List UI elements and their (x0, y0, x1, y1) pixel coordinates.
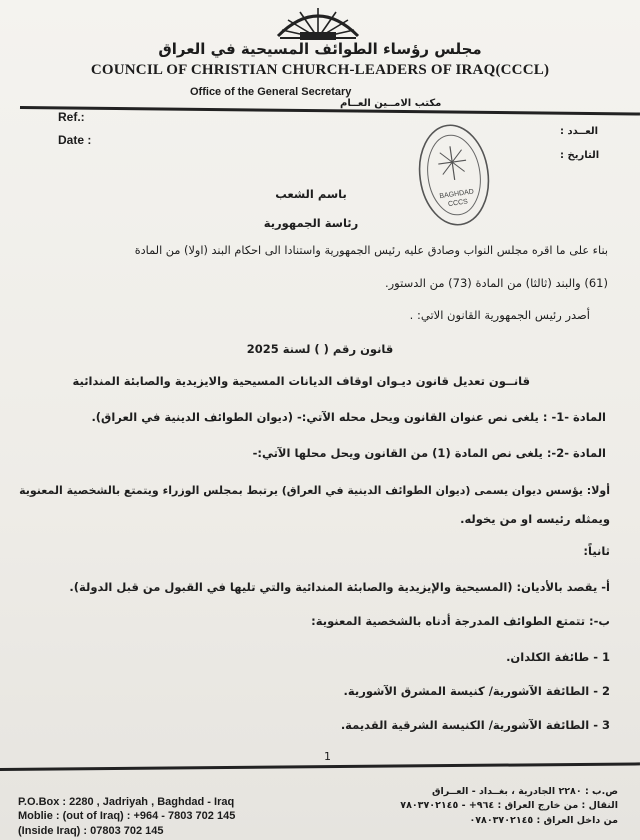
list-item-3: 3 - الطائفة الآشورية/ الكنيسة الشرقية القديمة. (340, 718, 610, 732)
page-number: 1 (324, 750, 331, 763)
item-a: أ- يقصد بالأديان: (المسيحية والإيزيدية والصابئة المندائية والتي تليها في القبول من قبل الدولة). (69, 580, 610, 594)
office-title-en: Office of the General Secretary (190, 86, 352, 98)
footer-inside-ar: من داخل العراق : ٠٧٨٠٣٧٠٢١٤٥ (469, 815, 618, 826)
council-arabic-name: مجلس رؤساء الطوائف المسيحية في العراق (158, 40, 482, 58)
issued-line: أصدر رئيس الجمهورية القانون الاتي: . (409, 308, 590, 322)
article-1: المادة -1- : يلغى نص عنوان القانون ويحل محله الآتي:- (ديوان الطوائف الدينية في العراق). (91, 410, 606, 424)
header-divider (20, 106, 640, 115)
preamble-line-2: (61) والبند (ثالثا) من المادة (73) من الدستور. (384, 276, 608, 290)
item-b: ب-: تتمتع الطوائف المدرجة أدناه بالشخصية المعنوية: (311, 614, 610, 628)
law-number: قانون رقم ( ) لسنة 2025 (246, 342, 394, 356)
article-2: المادة -2-: يلغى نص المادة (1) من القانون ويحل محلها الآتي:- (252, 446, 606, 460)
stamp-abbr: CCCS (447, 198, 469, 209)
date-label-ar: التاريخ : (560, 150, 600, 161)
footer-pobox-en: P.O.Box : 2280 , Jadriyah , Baghdad - Iraq (18, 796, 235, 808)
line-presidency: رئاسة الجمهورية (263, 216, 359, 230)
council-emblem-icon (270, 2, 366, 42)
footer-mobile-ar: النقال : من خارج العراق : ٩٦٤+ - ٧٨٠٣٧٠٢١٤٥ (400, 800, 618, 811)
number-label-ar: العــدد : (560, 126, 599, 137)
footer-pobox-ar: ص.ب : ٢٢٨٠ الجادرية ، بغــداد - العــراق (432, 786, 618, 797)
footer-mobile-en: Moblie : (out of Iraq) : +964 - 7803 702 145 (18, 810, 236, 822)
list-item-1: 1 - طائفة الكلدان. (506, 650, 610, 664)
council-seal-icon (416, 122, 492, 228)
footer-inside-en: (Inside Iraq) : 07803 702 145 (18, 825, 164, 837)
footer-divider (0, 762, 640, 771)
clause-first-line-2: ويمثله رئيسه او من يخوله. (460, 512, 610, 526)
ref-label: Ref.: (58, 110, 85, 124)
council-english-name: COUNCIL OF CHRISTIAN CHURCH-LEADERS OF IRAQ(CCCL) (90, 62, 550, 78)
preamble-line-1: بناء على ما اقره مجلس النواب وصادق عليه رئيس الجمهورية واستنادا الى احكام البند (اولا) من المادة (134, 244, 608, 257)
list-item-2: 2 - الطائفة الآشورية/ كنيسة المشرق الآشورية. (343, 684, 610, 698)
clause-second: ثانياً: (583, 544, 610, 558)
line-people: باسم الشعب (275, 187, 347, 201)
stamp-city: BAGHDAD (439, 188, 475, 201)
law-title: قانــون تعديل قانون ديـوان اوقاف الديانات المسيحية والايزيدية والصابئة المندائية (72, 374, 530, 388)
office-title-ar: مكتب الامــين العــام (340, 98, 442, 109)
clause-first-line-1: أولا: يؤسس ديوان يسمى (ديوان الطوائف الدينية في العراق) يرتبط بمجلس الوزراء ويتمتع بالشخصية المعنوية (19, 484, 610, 497)
date-label: Date : (58, 133, 92, 147)
